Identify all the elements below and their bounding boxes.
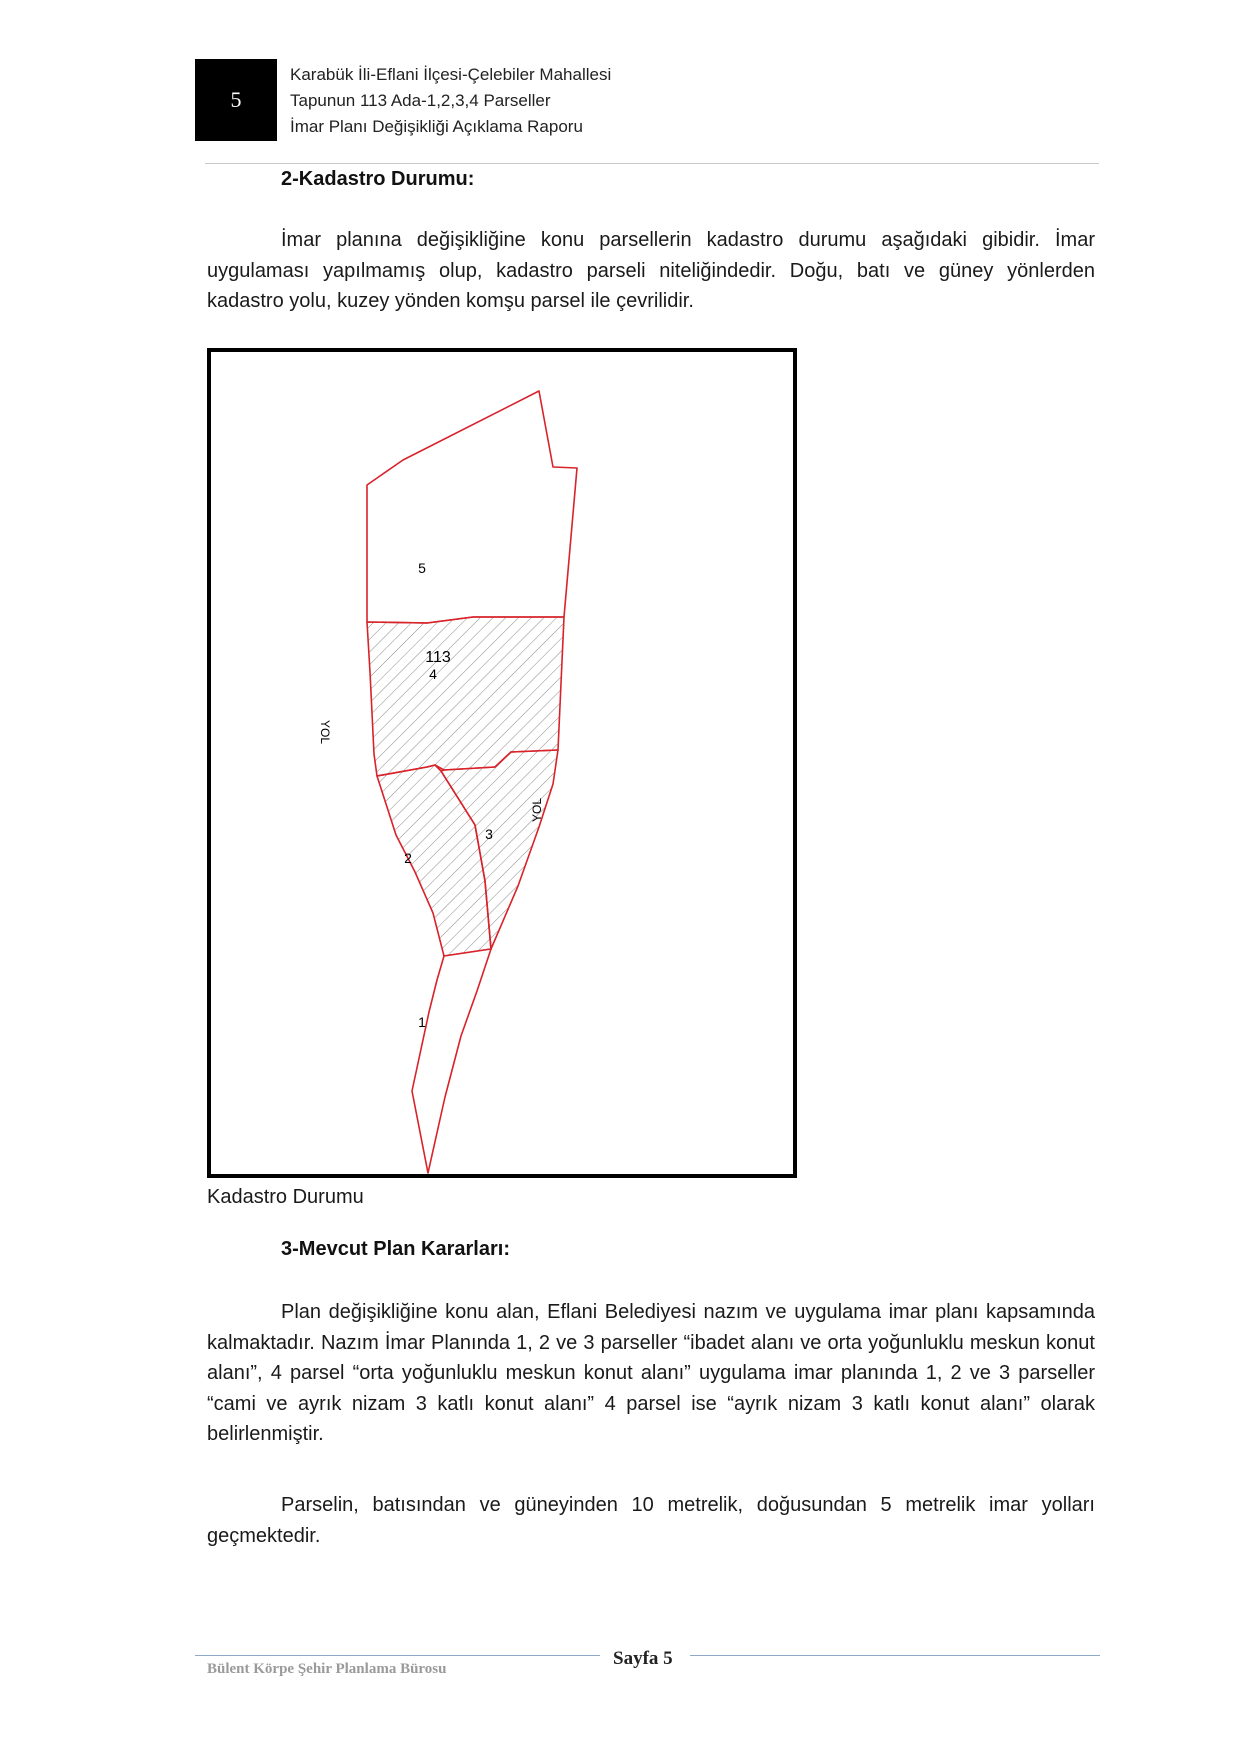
header-line-parcels: Tapunun 113 Ada-1,2,3,4 Parseller: [290, 91, 551, 110]
footer-page-label: Sayfa 5: [613, 1648, 673, 1669]
mevcut-plan-paragraph-2: Parselin, batısından ve güneyinden 10 metrelik, doğusundan 5 metrelik imar yolları geçmektedir.: [207, 1494, 1095, 1547]
footer-divider-left: [195, 1655, 600, 1656]
kadastro-paragraph: İmar planına değişikliğine konu parsellerin kadastro durumu aşağıdaki gibidir. İmar uygulaması yapılmamış olup, kadastro parseli niteliğindedir. Doğu, batı ve güney yönlerden kadastro yolu, kuzey yönden komşu parsel ile çevrilidir.: [207, 229, 1095, 312]
parcel-label-2: 2: [404, 850, 412, 866]
map-caption: Kadastro Durumu: [207, 1186, 364, 1208]
footer-divider-right: [690, 1655, 1100, 1656]
cadastral-map-drawing: [211, 352, 793, 1174]
parcel-label-5: 5: [418, 560, 426, 576]
page-number-badge: [195, 59, 277, 141]
header-line-location: Karabük İli-Eflani İlçesi-Çelebiler Mahallesi: [290, 65, 612, 84]
parcel-label-1: 1: [418, 1014, 426, 1030]
header-line-report-title: İmar Planı Değişikliği Açıklama Raporu: [290, 117, 583, 136]
mevcut-plan-heading: 3-Mevcut Plan Kararları:: [281, 1238, 510, 1260]
road-label-west: YOL: [318, 720, 332, 745]
block-number-label: 113: [425, 649, 451, 666]
parcel-label-3: 3: [485, 826, 493, 842]
footer-firm-name: Bülent Körpe Şehir Planlama Bürosu: [207, 1661, 447, 1677]
kadastro-heading: 2-Kadastro Durumu:: [281, 168, 475, 190]
mevcut-plan-paragraph-1: Plan değişikliğine konu alan, Eflani Belediyesi nazım ve uygulama imar planı kapsamında kalmaktadır. Nazım İmar Planında 1, 2 ve 3 parseller “ibadet alanı ve orta yoğunluklu meskun konut alanı”, 4 parsel “orta yoğunluklu meskun konut alanı” uygulama imar planında 1, 2 ve 3 parseller “cami ve ayrık nizam 3 katlı konut alanı” 4 parsel ise “ayrık nizam 3 katlı konut alanı” olarak belirlenmiştir.: [207, 1301, 1095, 1445]
road-label-east: YOL: [530, 797, 544, 822]
page-number: 5: [230, 87, 242, 112]
parcel-1[interactable]: [412, 949, 491, 1173]
cadastral-map: [207, 348, 797, 1178]
parcel-label-4: 4: [429, 666, 437, 682]
document-header: [290, 62, 611, 140]
parcel-5: [367, 391, 577, 623]
header-divider: [205, 163, 1099, 164]
